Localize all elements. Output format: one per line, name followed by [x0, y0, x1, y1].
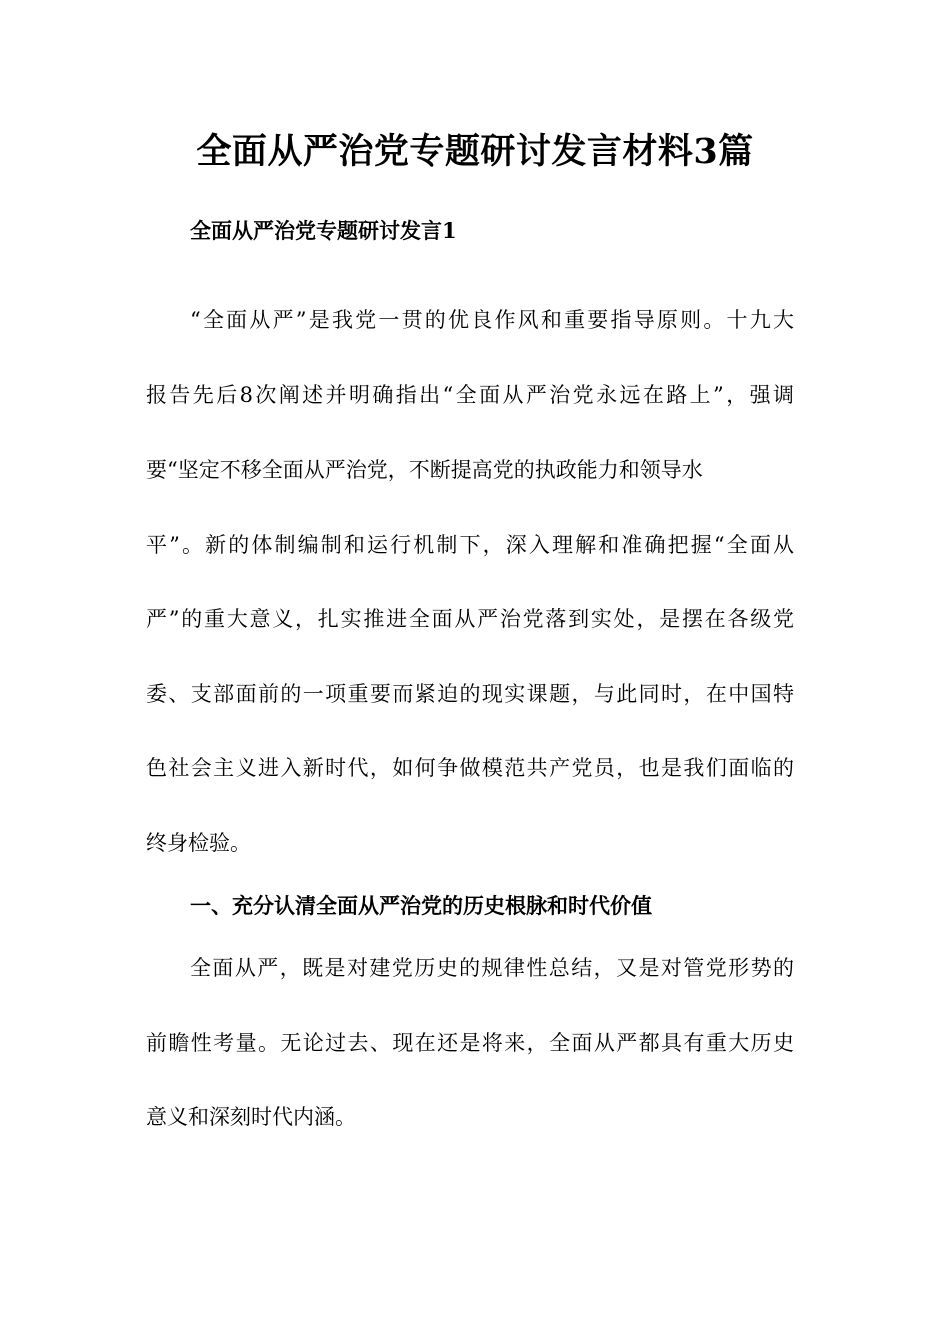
paragraph-line: “全面从严”是我党一贯的优良作风和重要指导原则。十九大: [190, 308, 794, 332]
paragraph-line: 平”。新的体制编制和运行机制下，深入理解和准确把握“全面从: [146, 533, 794, 557]
paragraph-line: 委、支部面前的一项重要而紧迫的现实课题，与此同时，在中国特: [146, 682, 794, 706]
paragraph-line: 全面从严，既是对建党历史的规律性总结，又是对管党形势的: [190, 956, 794, 980]
section-heading: 全面从严治党专题研讨发言1: [190, 218, 457, 243]
paragraph-line: 色社会主义进入新时代，如何争做模范共产党员，也是我们面临的: [146, 756, 794, 780]
paragraph-line: 前瞻性考量。无论过去、现在还是将来，全面从严都具有重大历史: [146, 1031, 794, 1055]
subheading: 一、充分认清全面从严治党的历史根脉和时代价值: [190, 893, 652, 918]
document-title: 全面从严治党专题研讨发言材料3篇: [196, 131, 754, 172]
paragraph-line: 报告先后8次阐述并明确指出“全面从严治党永远在路上”，强调: [146, 383, 794, 407]
paragraph-line: 要“坚定不移全面从严治党，不断提高党的执政能力和领导水: [146, 458, 703, 482]
paragraph-line: 终身检验。: [146, 831, 251, 855]
paragraph-line: 意义和深刻时代内涵。: [146, 1105, 356, 1129]
paragraph-line: 严”的重大意义，扎实推进全面从严治党落到实处，是摆在各级党: [146, 607, 794, 631]
